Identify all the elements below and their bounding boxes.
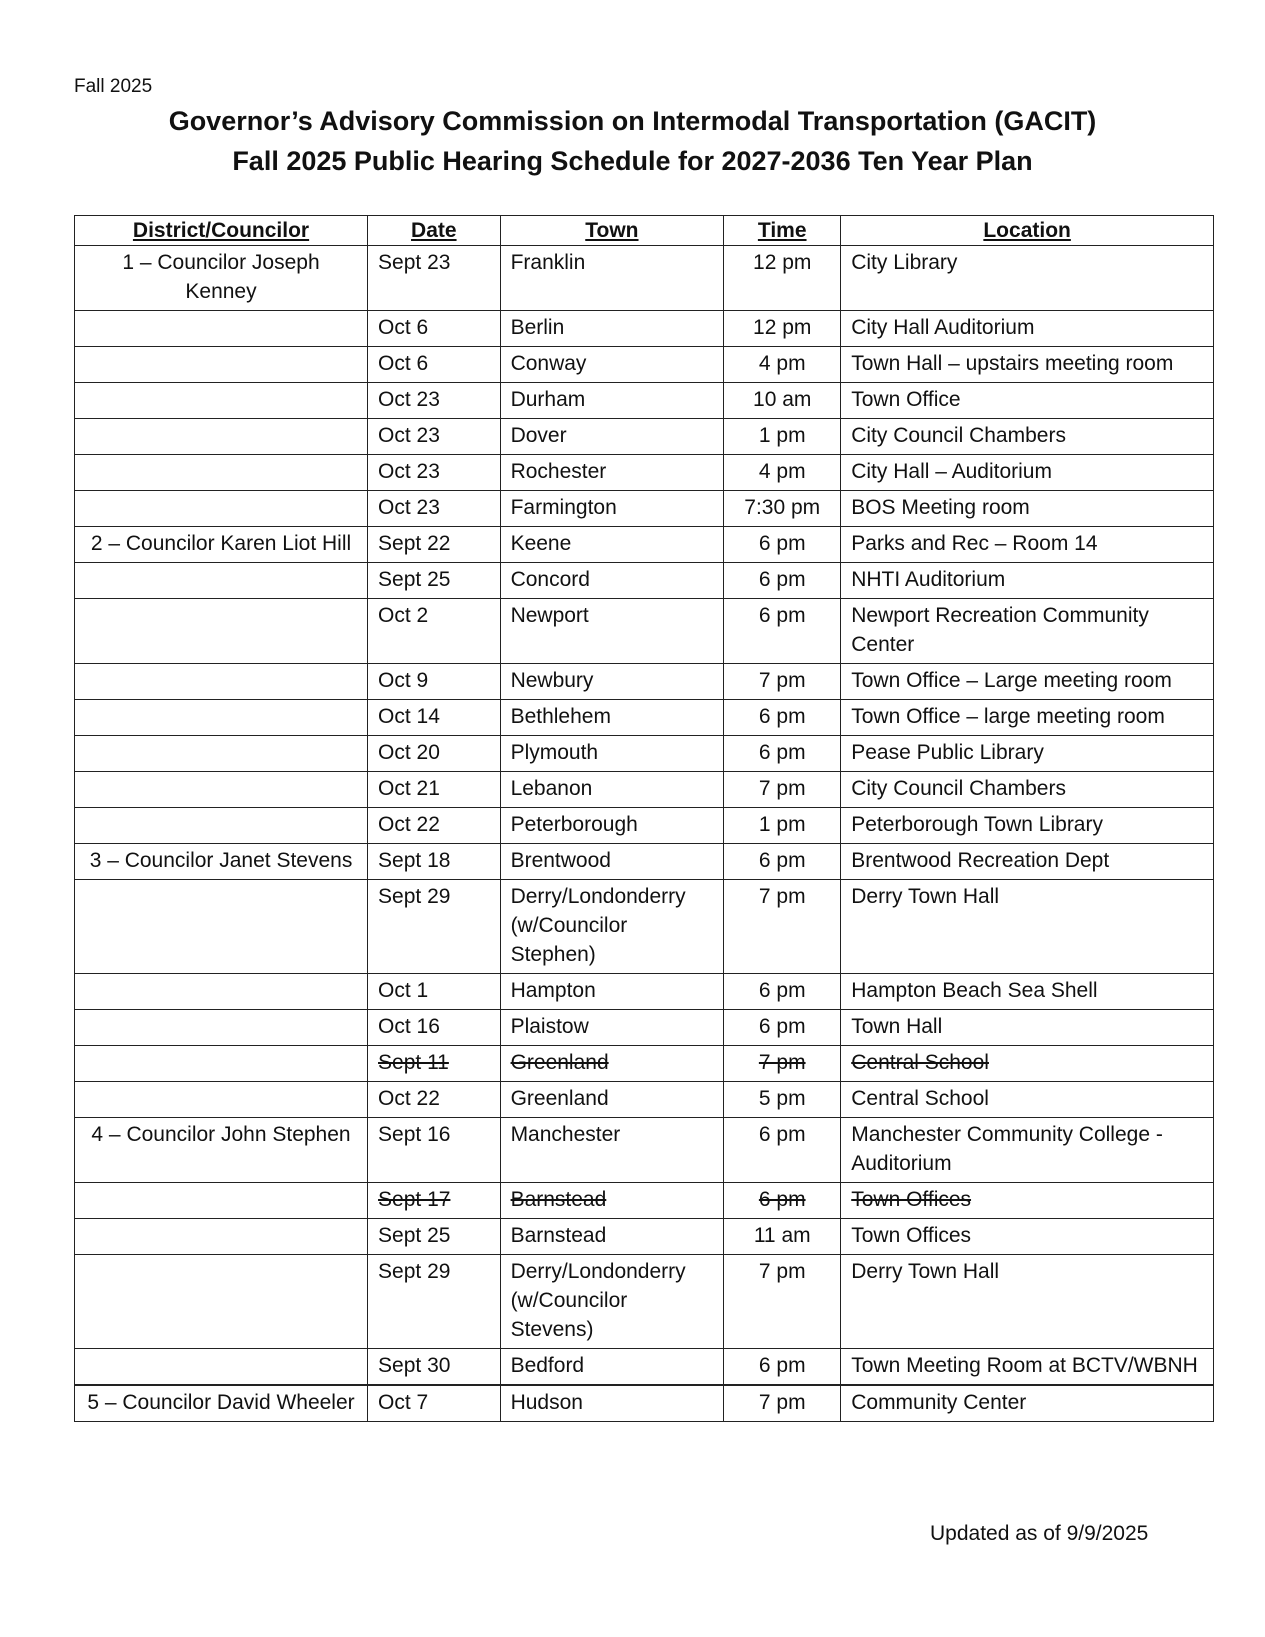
cell-district	[75, 1046, 368, 1082]
table-row	[75, 700, 1214, 736]
cell-location: NHTI Auditorium	[841, 563, 1214, 599]
cell-district	[75, 880, 368, 974]
cell-town: Keene	[500, 527, 724, 563]
column-header-time: Time	[724, 216, 841, 246]
cell-town: Barnstead	[500, 1219, 724, 1255]
cell-date: Sept 25	[368, 563, 501, 599]
cell-time: 1 pm	[724, 419, 841, 455]
cell-town: Greenland	[500, 1046, 724, 1082]
cell-district	[75, 1183, 368, 1219]
table-row	[75, 1385, 1214, 1422]
table-row	[75, 455, 1214, 491]
cell-location: City Hall – Auditorium	[841, 455, 1214, 491]
cell-district	[75, 419, 368, 455]
cell-town: Hampton	[500, 974, 724, 1010]
cell-location: City Library	[841, 246, 1214, 311]
table-row	[75, 736, 1214, 772]
cell-district	[75, 383, 368, 419]
table-row	[75, 527, 1214, 563]
cell-town: Greenland	[500, 1082, 724, 1118]
table-row	[75, 491, 1214, 527]
cell-location: Town Offices	[841, 1183, 1214, 1219]
cell-location: Town Meeting Room at BCTV/WBNH	[841, 1349, 1214, 1386]
cell-district	[75, 664, 368, 700]
cell-town: Brentwood	[500, 844, 724, 880]
cell-location: Central School	[841, 1082, 1214, 1118]
cell-time: 6 pm	[724, 1010, 841, 1046]
cell-town: Durham	[500, 383, 724, 419]
cell-location: City Hall Auditorium	[841, 311, 1214, 347]
cell-town: Peterborough	[500, 808, 724, 844]
table-row	[75, 347, 1214, 383]
cell-town: Concord	[500, 563, 724, 599]
cell-district: 4 – Councilor John Stephen	[75, 1118, 368, 1183]
cell-time: 7 pm	[724, 664, 841, 700]
cell-date: Oct 22	[368, 808, 501, 844]
cell-district: 2 – Councilor Karen Liot Hill	[75, 527, 368, 563]
table-row-cancelled	[75, 1046, 1214, 1082]
cell-time: 6 pm	[724, 844, 841, 880]
cell-time: 12 pm	[724, 246, 841, 311]
cell-date: Oct 23	[368, 383, 501, 419]
document-title: Governor’s Advisory Commission on Intermodal Transportation (GACIT)	[168, 106, 1097, 136]
cell-date: Oct 1	[368, 974, 501, 1010]
cell-district: 3 – Councilor Janet Stevens	[75, 844, 368, 880]
cell-location: Town Hall	[841, 1010, 1214, 1046]
cell-town: Franklin	[500, 246, 724, 311]
cell-time: 6 pm	[724, 599, 841, 664]
season-label: Fall 2025	[74, 76, 153, 97]
cell-time: 7 pm	[724, 880, 841, 974]
hearing-schedule-table	[74, 215, 1214, 1422]
cell-time: 4 pm	[724, 455, 841, 491]
cell-location: City Council Chambers	[841, 772, 1214, 808]
cell-location: Town Office – large meeting room	[841, 700, 1214, 736]
updated-note: Updated as of 9/9/2025	[930, 1522, 1149, 1545]
cell-district	[75, 736, 368, 772]
column-header-location: Location	[841, 216, 1214, 246]
cell-location: Central School	[841, 1046, 1214, 1082]
cell-town: Dover	[500, 419, 724, 455]
cell-time: 4 pm	[724, 347, 841, 383]
cell-date: Sept 30	[368, 1349, 501, 1386]
cell-date: Sept 16	[368, 1118, 501, 1183]
cell-date: Oct 21	[368, 772, 501, 808]
cell-location: BOS Meeting room	[841, 491, 1214, 527]
table-header-row	[75, 216, 1214, 246]
cell-location: Manchester Community College - Auditorium	[841, 1118, 1214, 1183]
cell-location: Pease Public Library	[841, 736, 1214, 772]
cell-date: Sept 11	[368, 1046, 501, 1082]
cell-location: Brentwood Recreation Dept	[841, 844, 1214, 880]
cell-town: Farmington	[500, 491, 724, 527]
cell-date: Sept 25	[368, 1219, 501, 1255]
cell-location: Town Offices	[841, 1219, 1214, 1255]
cell-district	[75, 1255, 368, 1349]
cell-location: Parks and Rec – Room 14	[841, 527, 1214, 563]
table-row	[75, 599, 1214, 664]
cell-town: Plymouth	[500, 736, 724, 772]
cell-district	[75, 1010, 368, 1046]
cell-time: 6 pm	[724, 1118, 841, 1183]
table-body	[75, 246, 1214, 1422]
document-subtitle: Fall 2025 Public Hearing Schedule for 2027-2036 Ten Year Plan	[232, 146, 1033, 176]
cell-town: Conway	[500, 347, 724, 383]
cell-time: 6 pm	[724, 700, 841, 736]
table-row	[75, 1255, 1214, 1349]
cell-date: Sept 22	[368, 527, 501, 563]
cell-time: 11 am	[724, 1219, 841, 1255]
cell-district	[75, 1349, 368, 1386]
cell-town: Bethlehem	[500, 700, 724, 736]
cell-location: Derry Town Hall	[841, 1255, 1214, 1349]
cell-date: Oct 7	[368, 1385, 501, 1422]
cell-time: 10 am	[724, 383, 841, 419]
cell-date: Oct 23	[368, 419, 501, 455]
cell-district	[75, 1219, 368, 1255]
cell-time: 7 pm	[724, 1255, 841, 1349]
cell-time: 5 pm	[724, 1082, 841, 1118]
cell-time: 6 pm	[724, 1349, 841, 1386]
cell-date: Oct 22	[368, 1082, 501, 1118]
cell-date: Oct 23	[368, 455, 501, 491]
table-row	[75, 1349, 1214, 1386]
cell-district	[75, 772, 368, 808]
cell-town: Newport	[500, 599, 724, 664]
cell-district	[75, 599, 368, 664]
cell-date: Sept 23	[368, 246, 501, 311]
cell-date: Oct 6	[368, 347, 501, 383]
table-row	[75, 772, 1214, 808]
table-row	[75, 1219, 1214, 1255]
cell-district: 1 – Councilor Joseph Kenney	[75, 246, 368, 311]
cell-location: Town Office – Large meeting room	[841, 664, 1214, 700]
cell-district	[75, 974, 368, 1010]
table-row	[75, 311, 1214, 347]
column-header-date: Date	[368, 216, 501, 246]
table-row	[75, 808, 1214, 844]
table-row-cancelled	[75, 1183, 1214, 1219]
cell-district: 5 – Councilor David Wheeler	[75, 1385, 368, 1422]
column-header-town: Town	[500, 216, 724, 246]
cell-town: Bedford	[500, 1349, 724, 1386]
table-row	[75, 974, 1214, 1010]
table-row	[75, 664, 1214, 700]
cell-date: Sept 29	[368, 880, 501, 974]
cell-location: Town Hall – upstairs meeting room	[841, 347, 1214, 383]
cell-date: Sept 29	[368, 1255, 501, 1349]
table-row	[75, 1010, 1214, 1046]
cell-district	[75, 311, 368, 347]
cell-town: Derry/Londonderry (w/Councilor Stevens)	[500, 1255, 724, 1349]
cell-town: Manchester	[500, 1118, 724, 1183]
cell-time: 6 pm	[724, 736, 841, 772]
cell-district	[75, 563, 368, 599]
cell-district	[75, 455, 368, 491]
cell-location: Peterborough Town Library	[841, 808, 1214, 844]
cell-date: Oct 16	[368, 1010, 501, 1046]
table-row	[75, 1118, 1214, 1183]
cell-time: 6 pm	[724, 1183, 841, 1219]
cell-time: 7:30 pm	[724, 491, 841, 527]
cell-date: Oct 9	[368, 664, 501, 700]
cell-district	[75, 700, 368, 736]
cell-date: Oct 6	[368, 311, 501, 347]
cell-date: Sept 18	[368, 844, 501, 880]
cell-district	[75, 347, 368, 383]
cell-town: Barnstead	[500, 1183, 724, 1219]
column-header-district: District/Councilor	[75, 216, 368, 246]
cell-date: Sept 17	[368, 1183, 501, 1219]
cell-location: Hampton Beach Sea Shell	[841, 974, 1214, 1010]
cell-town: Plaistow	[500, 1010, 724, 1046]
cell-town: Berlin	[500, 311, 724, 347]
cell-date: Oct 20	[368, 736, 501, 772]
cell-date: Oct 23	[368, 491, 501, 527]
cell-date: Oct 2	[368, 599, 501, 664]
cell-time: 6 pm	[724, 527, 841, 563]
table-row	[75, 844, 1214, 880]
table-row	[75, 880, 1214, 974]
cell-time: 7 pm	[724, 1385, 841, 1422]
cell-district	[75, 808, 368, 844]
cell-time: 1 pm	[724, 808, 841, 844]
cell-time: 12 pm	[724, 311, 841, 347]
cell-time: 7 pm	[724, 772, 841, 808]
cell-location: Derry Town Hall	[841, 880, 1214, 974]
cell-time: 6 pm	[724, 974, 841, 1010]
table-row	[75, 383, 1214, 419]
cell-town: Newbury	[500, 664, 724, 700]
cell-town: Derry/Londonderry (w/Councilor Stephen)	[500, 880, 724, 974]
table-row	[75, 246, 1214, 311]
table-row	[75, 563, 1214, 599]
cell-time: 7 pm	[724, 1046, 841, 1082]
cell-town: Lebanon	[500, 772, 724, 808]
cell-town: Hudson	[500, 1385, 724, 1422]
table-row	[75, 419, 1214, 455]
cell-district	[75, 1082, 368, 1118]
cell-district	[75, 491, 368, 527]
cell-location: City Council Chambers	[841, 419, 1214, 455]
cell-town: Rochester	[500, 455, 724, 491]
table-row	[75, 1082, 1214, 1118]
cell-location: Community Center	[841, 1385, 1214, 1422]
cell-location: Town Office	[841, 383, 1214, 419]
cell-location: Newport Recreation Community Center	[841, 599, 1214, 664]
cell-time: 6 pm	[724, 563, 841, 599]
cell-date: Oct 14	[368, 700, 501, 736]
